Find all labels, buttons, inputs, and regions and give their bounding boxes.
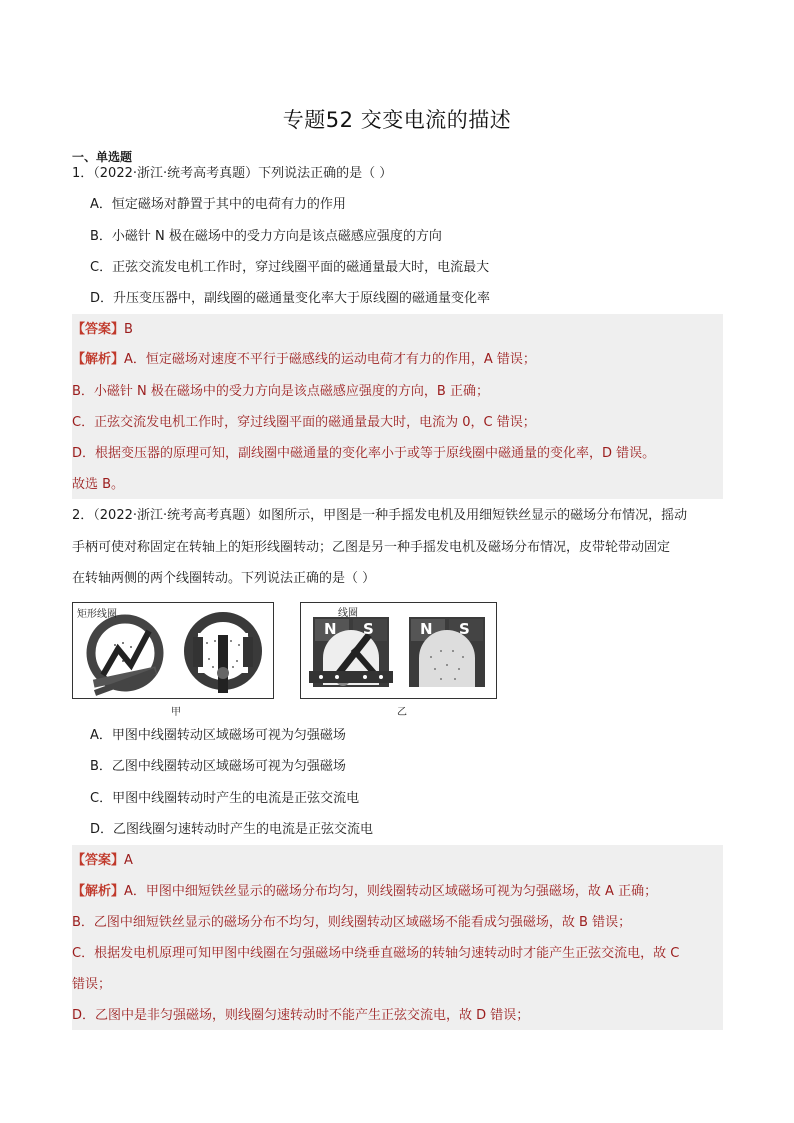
q2-analysis-d: D．乙图中是非匀强磁场，则线圈匀速转动时不能产生正弦交流电，故 D 错误； [72, 1008, 530, 1023]
q2-option-b: B．乙图中线圈转动区域磁场可视为匀强磁场 [90, 759, 346, 774]
q1-conclusion: 故选 B。 [72, 477, 125, 492]
q1-analysis-a: 【解析】A．恒定磁场对速度不平行于磁感线的运动电荷才有力的作用，A 错误； [72, 352, 536, 367]
q1-stem: 1．（2022·浙江·统考高考真题）下列说法正确的是（ ） [72, 166, 393, 181]
q2-stem-line-1: 2．（2022·浙江·统考高考真题）如图所示，甲图是一种手摇发电机及用细短铁丝显示的磁场分布情况，摇动 [72, 508, 688, 523]
q1-option-d: D．升压变压器中，副线圈的磁通量变化率大于原线圈的磁通量变化率 [90, 291, 491, 306]
q1-analysis-b: B．小磁针 N 极在磁场中的受力方向是该点磁感应强度的方向，B 正确； [72, 384, 489, 399]
answer-tag: 【答案】 [72, 322, 125, 337]
caption-jia: 甲 [171, 707, 181, 718]
q1-analysis-d: D．根据变压器的原理可知，副线圈中磁通量的变化率小于或等于原线圈中磁通量的变化率，D 错误。 [72, 446, 656, 461]
q2-option-d: D．乙图线圈匀速转动时产生的电流是正弦交流电 [90, 822, 374, 837]
q1-analysis-c: C．正弦交流发电机工作时，穿过线圈平面的磁通量最大时，电流为 0，C 错误； [72, 415, 536, 430]
q2-analysis-b: B．乙图中细短铁丝显示的磁场分布不均匀，则线圈转动区域磁场不能看成匀强磁场，故 B 错误； [72, 915, 632, 930]
analysis-tag: 【解析】 [72, 352, 125, 367]
magnet-s-right: S [459, 620, 470, 638]
q2-option-c: C．甲图中线圈转动时产生的电流是正弦交流电 [90, 791, 360, 806]
answer-tag: 【答案】 [72, 853, 125, 868]
q2-answer [72, 851, 133, 871]
analysis-tag: 【解析】 [72, 884, 125, 899]
generator-yi-illustration [301, 603, 496, 698]
q1-answer [72, 320, 133, 340]
figure-yi [300, 602, 497, 699]
q2-analysis-c-cont: 错误； [72, 977, 112, 992]
q2-analysis-a: 【解析】A．甲图中细短铁丝显示的磁场分布均匀，则线圈转动区域磁场可视为匀强磁场，故 A 正确； [72, 884, 658, 899]
q2-option-a: A．甲图中线圈转动区域磁场可视为匀强磁场 [90, 728, 346, 743]
coil-label: 矩形线圈 [77, 609, 117, 620]
page-title: 专题52 交变电流的描述 [282, 108, 512, 132]
q1-option-b: B．小磁针 N 极在磁场中的受力方向是该点磁感应强度的方向 [90, 229, 442, 244]
q1-option-a: A．恒定磁场对静置于其中的电荷有力的作用 [90, 197, 346, 212]
magnet-n-left: N [324, 620, 337, 638]
answer-value: B [124, 322, 133, 337]
q1-answer-box [72, 314, 723, 499]
caption-yi: 乙 [397, 707, 407, 718]
q1-option-c: C．正弦交流发电机工作时，穿过线圈平面的磁通量最大时，电流最大 [90, 260, 490, 275]
q2-analysis-c: C．根据发电机原理可知甲图中线圈在匀强磁场中绕垂直磁场的转轴匀速转动时才能产生正弦交流电，故 C [72, 946, 680, 961]
coil-label-yi: 线圈 [338, 608, 358, 619]
section-heading: 一、单选题 [72, 150, 133, 164]
q2-stem-line-3: 在转轴两侧的两个线圈转动。下列说法正确的是（ ） [72, 571, 376, 586]
magnet-n-right: N [420, 620, 433, 638]
q2-stem-line-2: 手柄可使对称固定在转轴上的矩形线圈转动；乙图是另一种手摇发电机及磁场分布情况，皮带轮带动固定 [72, 540, 671, 555]
answer-value: A [124, 853, 133, 868]
figure-jia [72, 602, 274, 699]
q2-answer-box [72, 845, 723, 1030]
magnet-s-left: S [363, 620, 374, 638]
